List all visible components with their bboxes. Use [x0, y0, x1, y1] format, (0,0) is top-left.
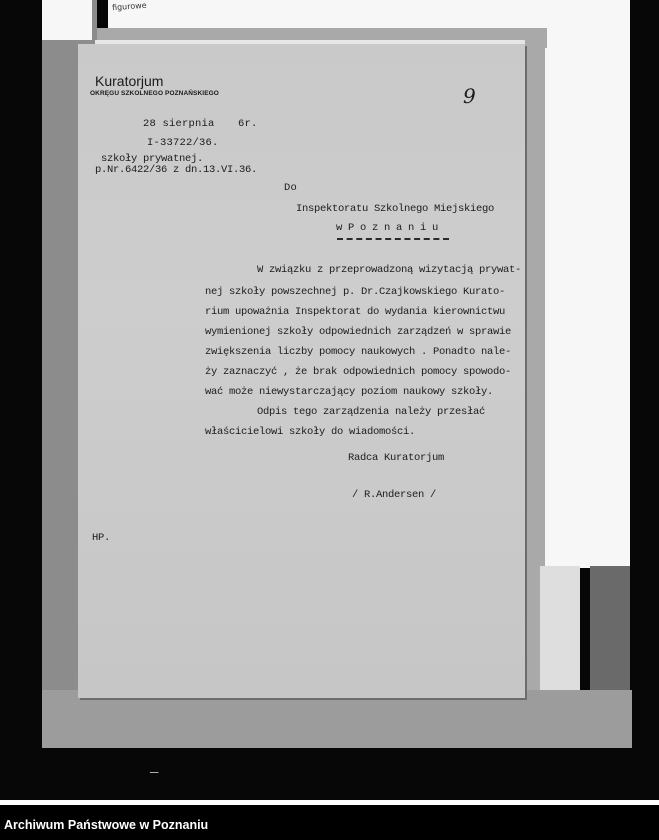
right-shadow — [590, 566, 630, 702]
institution-name: Kuratorjum — [95, 73, 164, 89]
body-line: wymienionej szkoły odpowiednich zarządzeń w sprawie — [205, 326, 512, 338]
subject-line-1: szkoły prywatnej. — [101, 153, 204, 165]
addressee-name: Inspektoratu Szkolnego Miejskiego — [296, 203, 495, 215]
body-line: Odpis tego zarządzenia należy przesłać — [257, 406, 486, 418]
body-line: rium upoważnia Inspektorat do wydania kierownictwu — [205, 306, 506, 318]
signature-name: / R.Andersen / — [352, 489, 437, 501]
bottom-mark: — — [150, 765, 159, 781]
subject-line-2: p.Nr.6422/36 z dn.13.VI.36. — [95, 164, 258, 176]
page-number: 9 — [463, 84, 476, 108]
initials: HP. — [92, 532, 111, 544]
addressee-to: Do — [284, 182, 298, 194]
bottom-mat — [42, 690, 632, 748]
back-sheet-bottom — [540, 566, 580, 702]
corner-paper — [42, 0, 92, 40]
pencil-note: figurowe — [111, 0, 147, 13]
signature-title: Radca Kuratorjum — [348, 452, 445, 464]
body-line: ży zaznaczyć , że brak odpowiednich pomocy spowodo- — [205, 366, 512, 378]
date-line: 28 sierpnia — [143, 118, 215, 130]
reference-number: I-33722/36. — [147, 137, 219, 149]
body-line: W związku z przeprowadzoną wizytacją prywat- — [257, 264, 522, 276]
institution-subtitle: OKRĘGU SZKOLNEGO POZNAŃSKIEGO — [90, 90, 219, 97]
body-line: zwiększenia liczby pomocy naukowych . Ponadto nale- — [205, 346, 512, 358]
body-line: nej szkoły powszechnej p. Dr.Czajkowskiego Kurato- — [205, 286, 506, 298]
body-line: wać może niewystarczający poziom naukowy szkoły. — [205, 386, 494, 398]
addressee-underline — [337, 238, 449, 240]
addressee-city: w P o z n a n i u — [336, 222, 439, 234]
archive-name: Archiwum Państwowe w Poznaniu — [4, 818, 209, 832]
body-line: właścicielowi szkoły do wiadomości. — [205, 426, 416, 438]
date-year: 6r. — [238, 118, 258, 130]
